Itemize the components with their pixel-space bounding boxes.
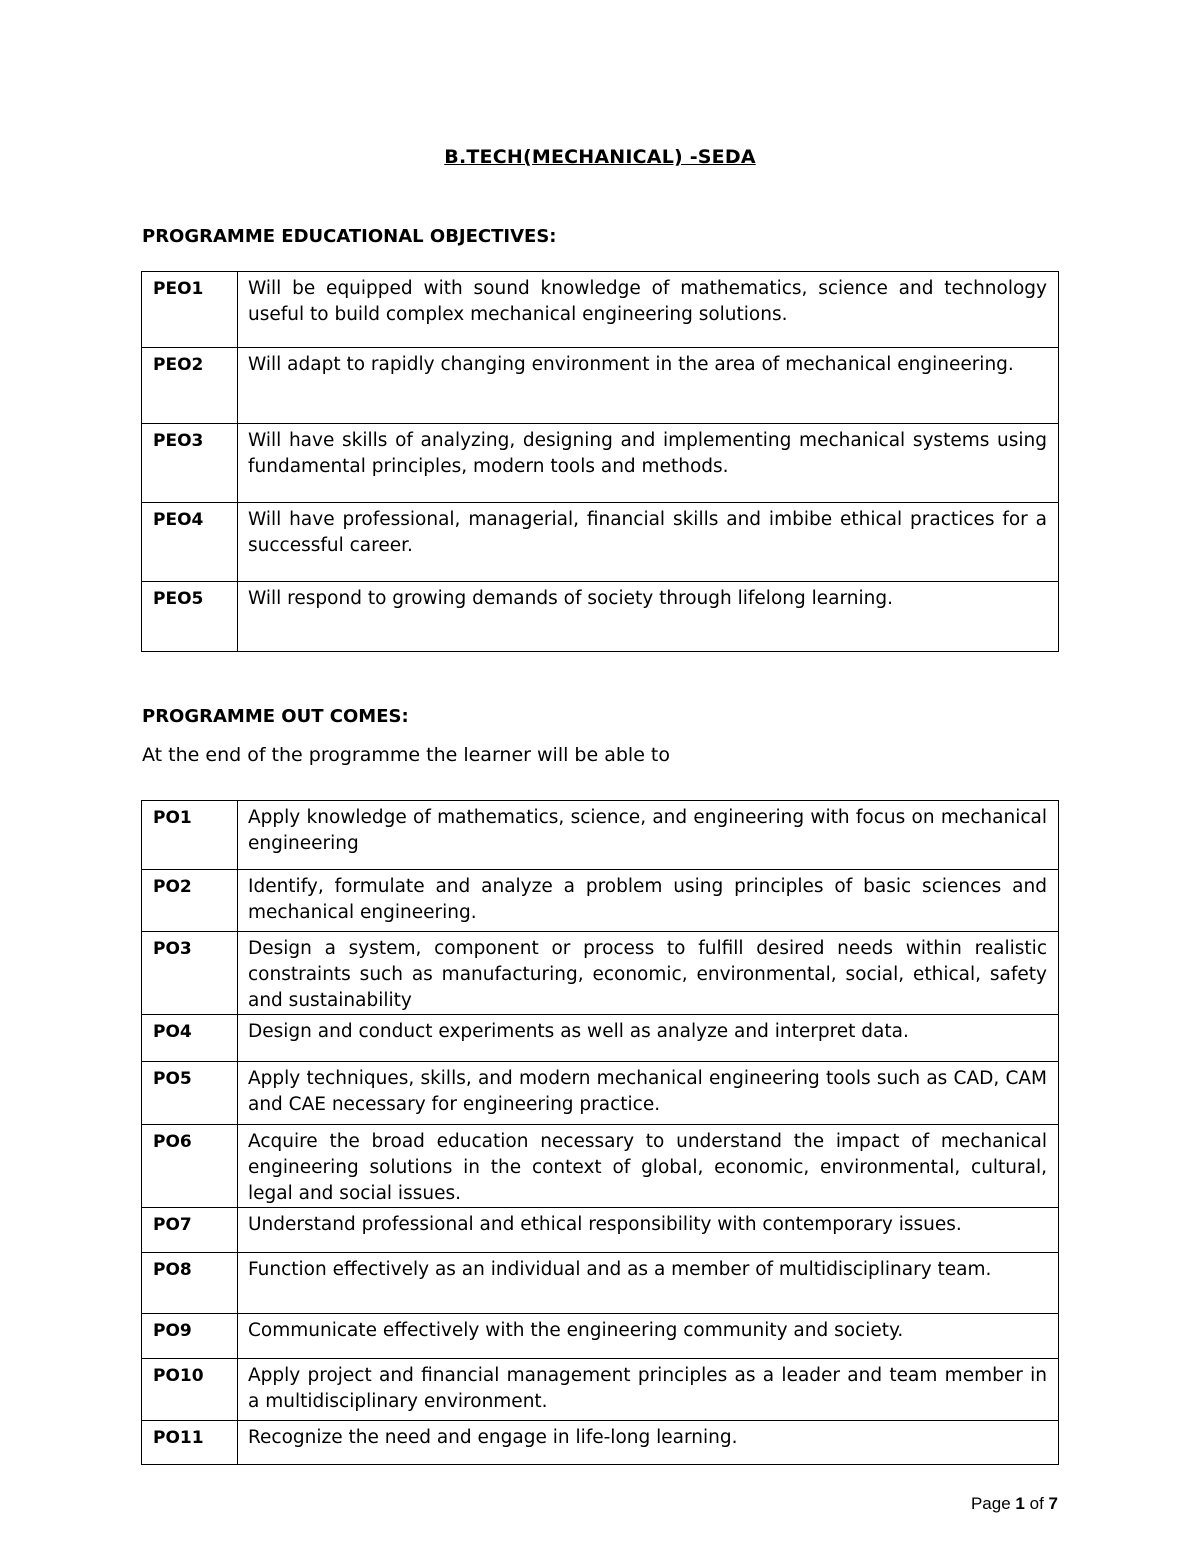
po-code: PO6 (142, 1125, 238, 1208)
po-code: PO4 (142, 1015, 238, 1062)
table-row (142, 1421, 1059, 1465)
po-intro: At the end of the programme the learner will be able to (142, 744, 671, 766)
po-code: PO1 (142, 801, 238, 870)
document-title: B.TECH(MECHANICAL) -SEDA (444, 146, 756, 168)
peo-code: PEO3 (142, 424, 238, 503)
peo-code: PEO1 (142, 272, 238, 348)
table-row (142, 503, 1059, 582)
page-footer (971, 1494, 1058, 1514)
po-text: Function effectively as an individual and as a member of multidisciplinary team. (238, 1253, 1059, 1314)
page-total: 7 (1048, 1494, 1058, 1513)
po-text: Apply knowledge of mathematics, science, and engineering with focus on mechanical engineering (238, 801, 1059, 870)
peo-text: Will be equipped with sound knowledge of mathematics, science and technology useful to build complex mechanical engineering solutions. (238, 272, 1059, 348)
po-code: PO7 (142, 1208, 238, 1253)
po-text: Design a system, component or process to fulfill desired needs within realistic constraints such as manufacturing, economic, environmental, social, ethical, safety and sustainability (238, 932, 1059, 1015)
table-row (142, 1125, 1059, 1208)
table-row (142, 801, 1059, 870)
peo-heading: PROGRAMME EDUCATIONAL OBJECTIVES: (142, 226, 557, 247)
table-row (142, 1314, 1059, 1359)
po-code: PO2 (142, 870, 238, 932)
po-text: Communicate effectively with the engineering community and society. (238, 1314, 1059, 1359)
peo-table (141, 271, 1059, 652)
peo-code: PEO4 (142, 503, 238, 582)
table-row (142, 1015, 1059, 1062)
po-code: PO5 (142, 1062, 238, 1125)
po-code: PO11 (142, 1421, 238, 1465)
po-text: Design and conduct experiments as well as analyze and interpret data. (238, 1015, 1059, 1062)
po-text: Recognize the need and engage in life-long learning. (238, 1421, 1059, 1465)
po-text: Understand professional and ethical responsibility with contemporary issues. (238, 1208, 1059, 1253)
po-text: Apply techniques, skills, and modern mechanical engineering tools such as CAD, CAM and CAE necessary for engineering practice. (238, 1062, 1059, 1125)
table-row (142, 932, 1059, 1015)
table-row (142, 870, 1059, 932)
page-label: Page (970, 1494, 1011, 1513)
table-row (142, 1359, 1059, 1421)
table-row (142, 272, 1059, 348)
table-row (142, 348, 1059, 424)
po-text: Apply project and financial management principles as a leader and team member in a multidisciplinary environment. (238, 1359, 1059, 1421)
peo-text: Will adapt to rapidly changing environment in the area of mechanical engineering. (238, 348, 1059, 424)
po-text: Identify, formulate and analyze a problem using principles of basic sciences and mechanical engineering. (238, 870, 1059, 932)
peo-code: PEO5 (142, 582, 238, 652)
po-code: PO9 (142, 1314, 238, 1359)
table-row (142, 1253, 1059, 1314)
po-code: PO3 (142, 932, 238, 1015)
po-text: Acquire the broad education necessary to understand the impact of mechanical engineering solutions in the context of global, economic, environmental, cultural, legal and social issues. (238, 1125, 1059, 1208)
po-table (141, 800, 1059, 1465)
table-row (142, 1208, 1059, 1253)
table-row (142, 424, 1059, 503)
peo-text: Will respond to growing demands of society through lifelong learning. (238, 582, 1059, 652)
po-code: PO10 (142, 1359, 238, 1421)
table-row (142, 1062, 1059, 1125)
peo-text: Will have skills of analyzing, designing and implementing mechanical systems using fundamental principles, modern tools and methods. (238, 424, 1059, 503)
table-row (142, 582, 1059, 652)
peo-text: Will have professional, managerial, financial skills and imbibe ethical practices for a successful career. (238, 503, 1059, 582)
page-number: 1 (1015, 1494, 1025, 1513)
peo-code: PEO2 (142, 348, 238, 424)
po-heading: PROGRAMME OUT COMES: (142, 706, 409, 727)
po-code: PO8 (142, 1253, 238, 1314)
of-label: of (1029, 1494, 1044, 1513)
